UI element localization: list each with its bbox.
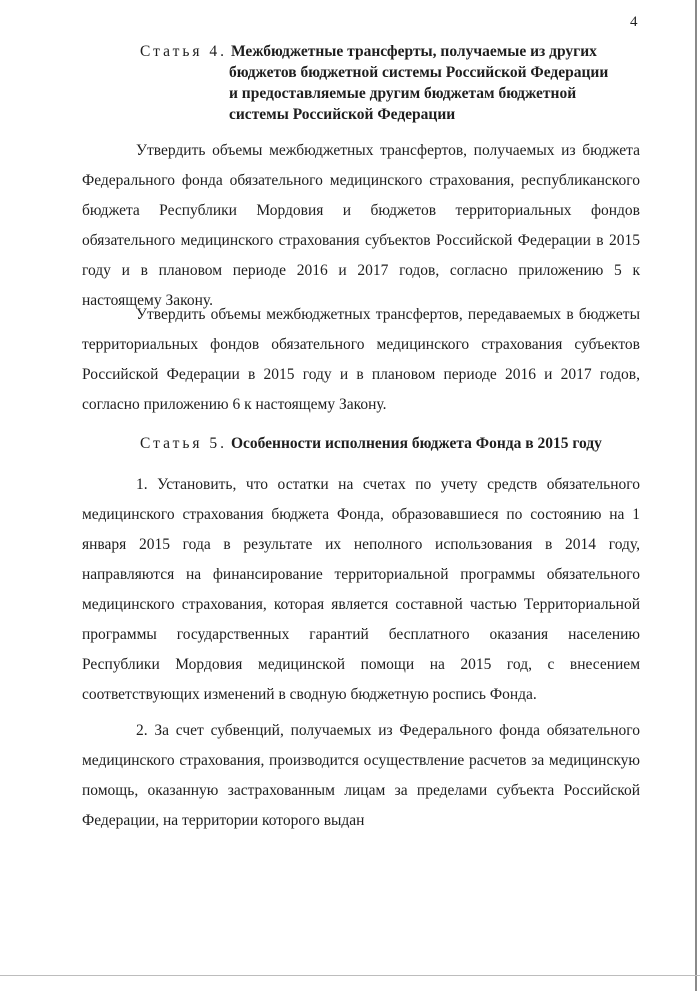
- article-5-label: Статья 5.: [140, 435, 228, 452]
- article-5-paragraph-2: 2. За счет субвенций, получаемых из Федерального фонда обязательного медицинского страхования, производится осуществление расчетов за медицинскую помощь, оказанную застрахованным лицам за пределами субъекта Российской Федерации, на территории которого выдан: [82, 722, 640, 829]
- article-5-paragraph-1: 1. Установить, что остатки на счетах по учету средств обязательного медицинского страхования бюджета Фонда, образовавшиеся по состоянию на 1 января 2015 года в результате их неполного использования в 2014 году, направляются на финансирование территориальной программы обязательного медицинского страхования, которая является составной частью Территориальной программы государственных гарантий бесплатного оказания населению Республики Мордовия медицинской помощи на 2015 год, с внесением соответствующих изменений в сводную бюджетную роспись Фонда.: [82, 476, 640, 703]
- scan-edge-bottom: [0, 975, 700, 976]
- scan-edge-right: [695, 0, 697, 991]
- article-4-title-line-1: Межбюджетные трансферты, получаемые из других: [230, 43, 597, 60]
- article-4-heading: [140, 41, 660, 62]
- page-number: 4: [630, 14, 638, 30]
- article-4-title-line-2: бюджетов бюджетной системы Российской Федерации: [229, 64, 609, 81]
- article-4-paragraph-2: Утвердить объемы межбюджетных трансфертов, передаваемых в бюджеты территориальных фондов обязательного медицинского страхования субъектов Российской Федерации в 2015 году и в плановом периоде 2016 и 2017 годов, согласно приложению 6 к настоящему Закону.: [82, 306, 640, 413]
- article-4-title-line-3: и предоставляемые другим бюджетам бюджетной: [229, 85, 577, 102]
- article-4-title-line-4: системы Российской Федерации: [229, 106, 456, 123]
- article-4-label: Статья 4.: [140, 43, 228, 60]
- article-4-paragraph-1: Утвердить объемы межбюджетных трансфертов, получаемых из бюджета Федерального фонда обязательного медицинского страхования, республиканского бюджета Республики Мордовия и бюджетов территориальных фондов обязательного медицинского страхования субъектов Российской Федерации в 2015 году и в плановом периоде 2016 и 2017 годов, согласно приложению 5 к настоящему Закону.: [82, 142, 640, 309]
- article-5-title: Особенности исполнения бюджета Фонда в 2015 году: [230, 435, 602, 452]
- article-5-heading: [140, 433, 660, 454]
